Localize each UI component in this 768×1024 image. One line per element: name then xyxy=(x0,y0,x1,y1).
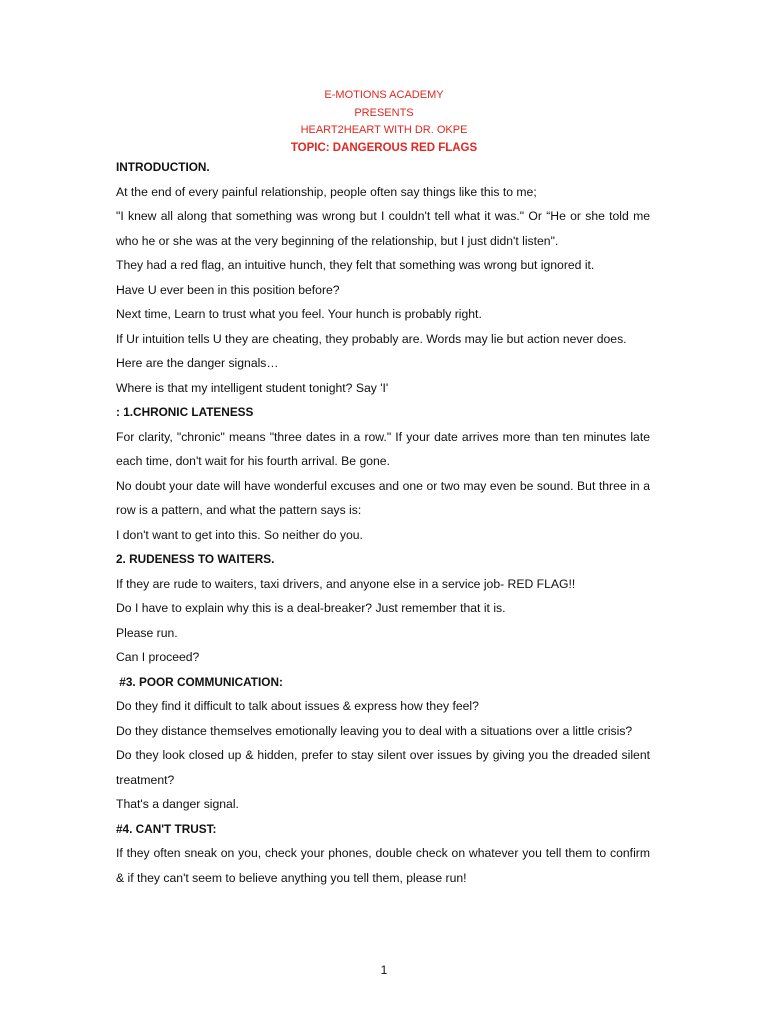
academy-name: E-MOTIONS ACADEMY xyxy=(324,89,444,101)
paragraph: Where is that my intelligent student tonight? Say 'I' xyxy=(116,380,389,395)
paragraph: They had a red flag, an intuitive hunch, they felt that something was wrong but ignored it. xyxy=(116,258,595,272)
paragraph: I don't want to get into this. So neither do you. xyxy=(116,527,363,542)
page-number: 1 xyxy=(380,963,388,977)
paragraph: Do they distance themselves emotionally leaving you to deal with a situations over a little crisis? xyxy=(116,723,633,738)
section-heading-cant-trust: #4. CAN'T TRUST: xyxy=(116,821,217,836)
paragraph: Can I proceed? xyxy=(116,650,200,664)
section-heading-poor-communication: #3. POOR COMMUNICATION: xyxy=(116,674,283,689)
paragraph: Do they find it difficult to talk about issues & express how they feel? xyxy=(116,699,479,713)
paragraph: If Ur intuition tells U they are cheating, they probably are. Words may lie but action never does. xyxy=(116,331,627,346)
program-title: HEART2HEART WITH DR. OKPE xyxy=(300,124,468,137)
presents-line: PRESENTS xyxy=(354,106,414,119)
intro-heading: INTRODUCTION. xyxy=(116,160,210,174)
paragraph: Here are the danger signals… xyxy=(116,356,279,370)
paragraph: "I knew all along that something was wrong but I couldn't tell what it was." Or “He or she told me who he or she was at the very beginning of the relationship, but I just didn't listen". xyxy=(116,209,650,248)
paragraph: If they are rude to waiters, taxi drivers, and anyone else in a service job- RED FLAG!! xyxy=(116,576,576,591)
paragraph: At the end of every painful relationship, people often say things like this to me; xyxy=(116,184,537,199)
topic-title: TOPIC: DANGEROUS RED FLAGS xyxy=(290,141,478,154)
document-body xyxy=(116,155,650,890)
section-heading-chronic-lateness: : 1.CHRONIC LATENESS xyxy=(116,405,254,419)
paragraph: Have U ever been in this position before? xyxy=(116,282,340,297)
paragraph: For clarity, "chronic" means "three dates in a row." If your date arrives more than ten minutes late each time, don't wait for his fourth arrival. Be gone. xyxy=(116,429,650,468)
paragraph: Next time, Learn to trust what you feel. Your hunch is probably right. xyxy=(116,307,482,321)
document-header xyxy=(0,87,768,157)
section-heading-rudeness: 2. RUDENESS TO WAITERS. xyxy=(116,552,275,566)
paragraph: Please run. xyxy=(116,625,178,640)
paragraph: That's a danger signal. xyxy=(116,797,239,811)
paragraph: No doubt your date will have wonderful excuses and one or two may even be sound. But three in a row is a pattern, and what the pattern says is: xyxy=(116,478,650,517)
paragraph: Do I have to explain why this is a deal-breaker? Just remember that it is. xyxy=(116,601,506,615)
paragraph: Do they look closed up & hidden, prefer to stay silent over issues by giving you the dreaded silent treatment? xyxy=(116,748,650,787)
paragraph: If they often sneak on you, check your phones, double check on whatever you tell them to confirm & if they can't seem to believe anything you tell them, please run! xyxy=(116,846,650,885)
